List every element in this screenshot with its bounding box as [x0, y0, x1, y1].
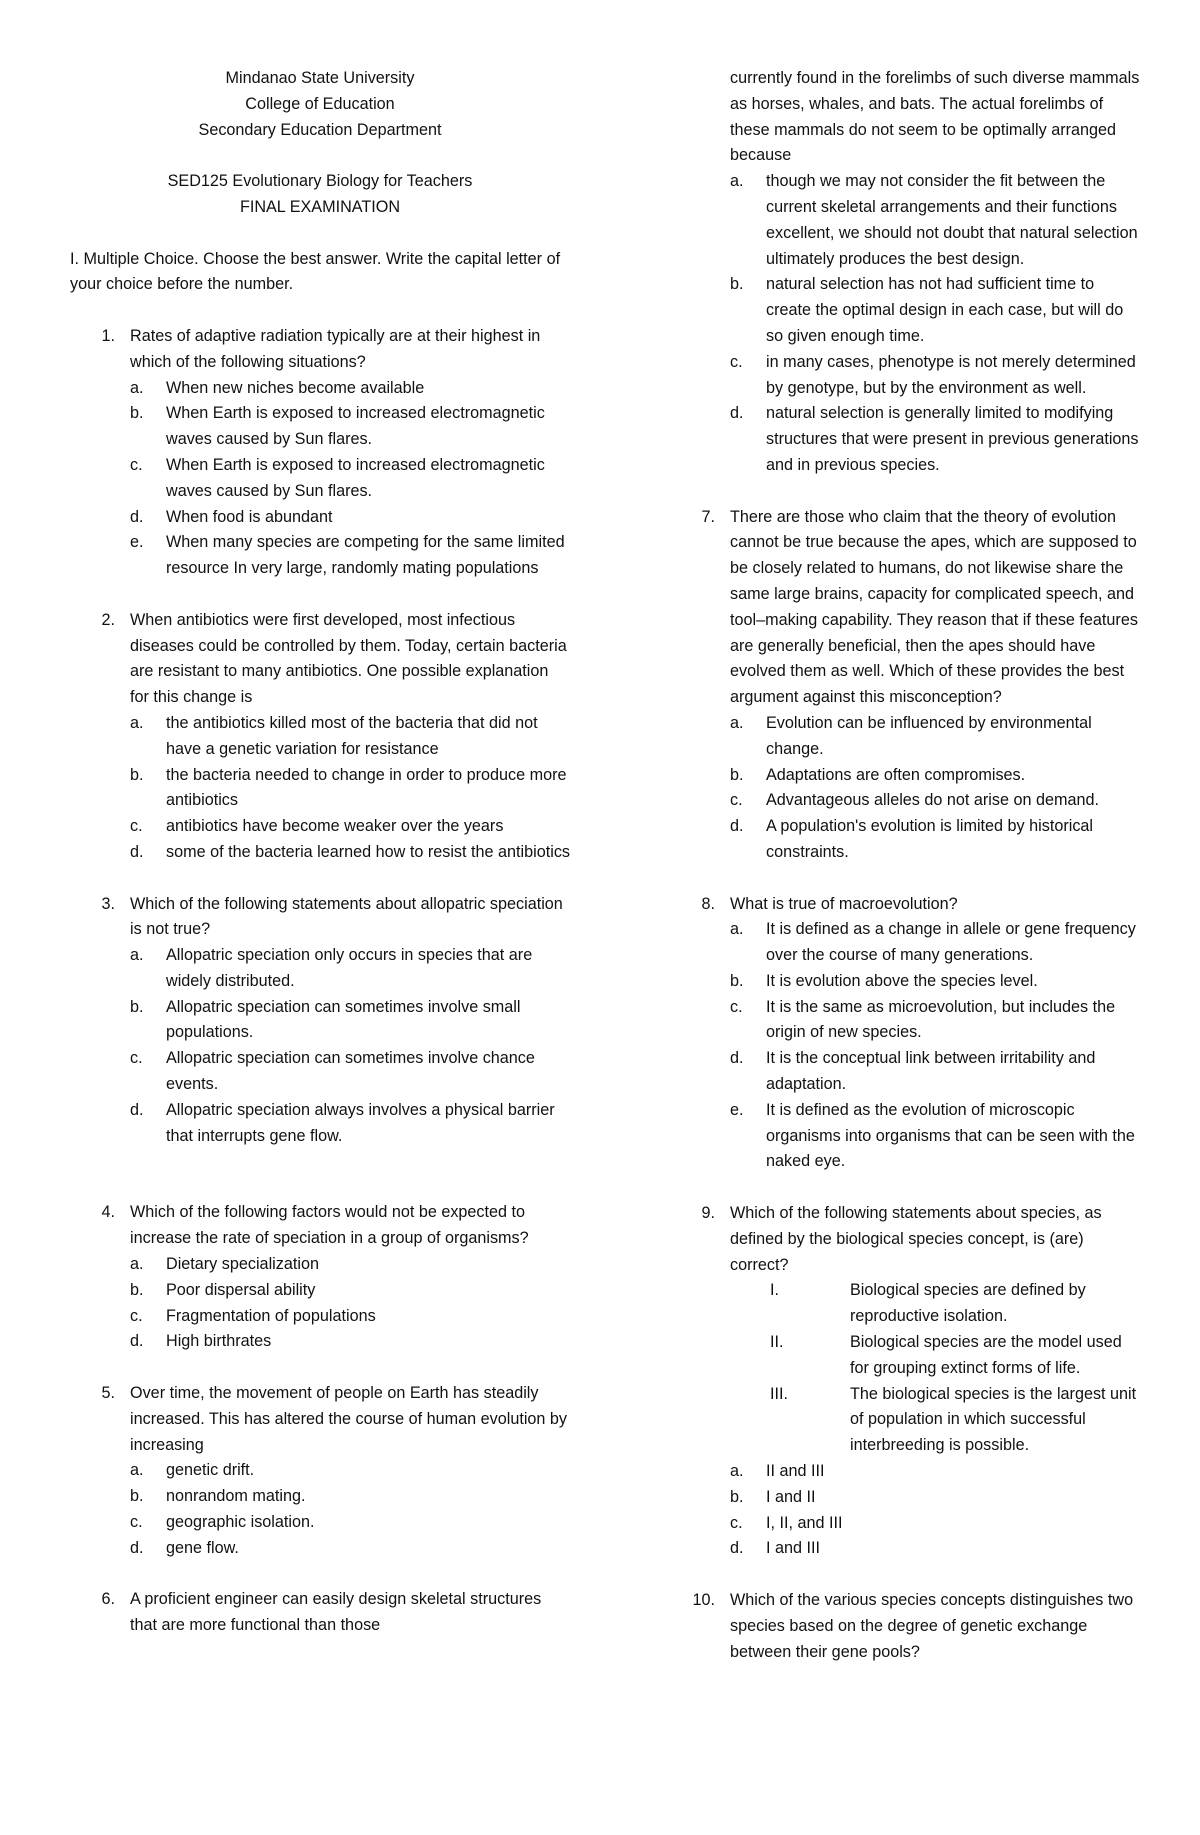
option [730, 1511, 1140, 1537]
option-text: When many species are competing for the same limited resource In very large, randomly mating populations [166, 533, 565, 578]
option [730, 1098, 1140, 1175]
option [730, 1459, 1140, 1485]
statement-number: III. [770, 1384, 788, 1403]
option-text: geographic isolation. [166, 1513, 315, 1532]
question-text: Which of the following statements about species, as defined by the biological species concept, is (are) correct? [730, 1204, 1102, 1274]
option [130, 1536, 570, 1562]
option [730, 788, 1140, 814]
option-letter: c. [730, 1513, 743, 1532]
statement [730, 1382, 1140, 1459]
option [130, 453, 570, 505]
question-text: What is true of macroevolution? [730, 894, 958, 913]
option-text: Allopatric speciation only occurs in species that are widely distributed. [166, 946, 533, 990]
question-text: A proficient engineer can easily design skeletal structures that are more functional than those [130, 1590, 542, 1635]
option-text: I and II [766, 1487, 816, 1506]
statement-number: I. [770, 1281, 779, 1300]
question-number: 3. [101, 894, 115, 913]
option [730, 763, 1140, 789]
option-letter: a. [130, 1461, 144, 1480]
exam-header [70, 66, 570, 221]
option [130, 376, 570, 402]
option-text: II and III [766, 1462, 825, 1481]
option-text: Allopatric speciation can sometimes involve small populations. [166, 997, 521, 1042]
option [130, 1098, 570, 1150]
option-text: the bacteria needed to change in order to produce more antibiotics [166, 765, 567, 810]
option-text: High birthrates [166, 1332, 272, 1351]
option-text: natural selection is generally limited to modifying structures that were present in previous generations and in previous species. [766, 404, 1139, 474]
option-letter: a. [130, 713, 144, 732]
question-number: 4. [101, 1203, 115, 1222]
option-text: It is evolution above the species level. [766, 971, 1038, 990]
option-text: nonrandom mating. [166, 1487, 306, 1506]
option [130, 1304, 570, 1330]
option [130, 711, 570, 763]
question-number: 10. [692, 1591, 715, 1610]
option-letter: b. [730, 971, 744, 990]
option [130, 1510, 570, 1536]
option [130, 505, 570, 531]
option-letter: d. [730, 1539, 744, 1558]
option-text: It is the same as microevolution, but includes the origin of new species. [766, 997, 1116, 1042]
question-text: Which of the various species concepts distinguishes two species based on the degree of genetic exchange between their gene pools? [730, 1591, 1134, 1661]
option [730, 1536, 1140, 1562]
statement-text: The biological species is the largest unit of population in which successful interbreeding is possible. [850, 1384, 1137, 1455]
option-text: the antibiotics killed most of the bacteria that did not have a genetic variation for resistance [166, 713, 538, 758]
option [130, 995, 570, 1047]
question-text: Over time, the movement of people on Earth has steadily increased. This has altered the course of human evolution by increasing [130, 1384, 568, 1454]
option-text: When Earth is exposed to increased electromagnetic waves caused by Sun flares. [166, 404, 545, 449]
question-number: 9. [701, 1204, 715, 1223]
question-5 [70, 1381, 570, 1562]
option [730, 272, 1140, 349]
option-letter: d. [130, 507, 144, 526]
question-6-continuation [670, 66, 1140, 479]
option-text: Fragmentation of populations [166, 1306, 376, 1325]
option-text: A population's evolution is limited by historical constraints. [766, 817, 1094, 861]
option-letter: d. [130, 842, 144, 861]
instructions: I. Multiple Choice. Choose the best answer. Write the capital letter of your choice before the number. [70, 249, 561, 294]
option-letter: c. [730, 352, 743, 371]
option [730, 401, 1140, 478]
statement-text: Biological species are defined by reproductive isolation. [850, 1281, 1086, 1326]
option-text: though we may not consider the fit between the current skeletal arrangements and their functions excellent, we should not doubt that natural selection ultimately produces the best design. [766, 172, 1138, 268]
option [130, 1484, 570, 1510]
option-text: I, II, and III [766, 1513, 843, 1532]
question-6 [70, 1587, 570, 1639]
question-1 [70, 324, 570, 582]
option-letter: b. [730, 1487, 744, 1506]
option-letter: b. [130, 404, 144, 423]
exam-title: FINAL EXAMINATION [239, 197, 401, 216]
option-letter: a. [130, 946, 144, 965]
option-text: natural selection has not had sufficient time to create the optimal design in each case, but will do so given enough time. [766, 275, 1124, 345]
option-letter: b. [130, 1487, 144, 1506]
option [730, 969, 1140, 995]
option [130, 530, 570, 582]
question-number: 1. [101, 326, 115, 345]
question-2 [70, 608, 570, 866]
option-letter: b. [730, 275, 744, 294]
option [130, 840, 570, 866]
option-text: antibiotics have become weaker over the years [166, 817, 504, 836]
option-text: Adaptations are often compromises. [766, 765, 1026, 784]
statement [730, 1278, 1140, 1330]
statement [730, 1330, 1140, 1382]
question-text: Which of the following statements about allopatric speciation is not true? [130, 894, 563, 939]
college-name: College of Education [245, 94, 395, 113]
question-10 [670, 1588, 1140, 1665]
option [130, 1046, 570, 1098]
question-text-continued: currently found in the forelimbs of such diverse mammals as horses, whales, and bats. The actual forelimbs of these mammals do not seem to be optimally arranged because [730, 69, 1140, 165]
university-name: Mindanao State University [225, 69, 415, 87]
option-text: Dietary specialization [166, 1255, 319, 1274]
question-text: Which of the following factors would not be expected to increase the rate of speciation in a group of organisms? [130, 1203, 529, 1248]
option-letter: a. [730, 172, 744, 191]
option-text: When food is abundant [166, 507, 333, 526]
option [130, 401, 570, 453]
option-letter: a. [130, 378, 144, 397]
option-text: I and III [766, 1539, 820, 1558]
option-letter: e. [730, 1100, 744, 1119]
option-text: some of the bacteria learned how to resist the antibiotics [166, 842, 571, 861]
option [130, 943, 570, 995]
option-text: Allopatric speciation can sometimes involve chance events. [166, 1049, 535, 1094]
question-text: Rates of adaptive radiation typically are at their highest in which of the following situations? [130, 326, 541, 371]
option-letter: b. [130, 765, 144, 784]
option [130, 1458, 570, 1484]
option [730, 169, 1140, 272]
question-number: 2. [101, 610, 115, 629]
option-letter: c. [130, 1513, 143, 1532]
option-text: Allopatric speciation always involves a physical barrier that interrupts gene flow. [166, 1100, 555, 1145]
option-text: Poor dispersal ability [166, 1280, 316, 1299]
option-letter: b. [130, 997, 144, 1016]
left-column [70, 66, 570, 1639]
option-letter: c. [730, 791, 743, 810]
question-8 [670, 892, 1140, 1176]
option-letter: b. [130, 1280, 144, 1299]
option [730, 1485, 1140, 1511]
option-letter: c. [130, 817, 143, 836]
option-text: in many cases, phenotype is not merely determined by genotype, but by the environment as well. [766, 352, 1136, 397]
option [730, 711, 1140, 763]
option-text: When Earth is exposed to increased electromagnetic waves caused by Sun flares. [166, 455, 545, 500]
option-letter: d. [130, 1100, 144, 1119]
option-letter: e. [130, 533, 144, 552]
question-4 [70, 1200, 570, 1355]
option-text: Evolution can be influenced by environmental change. [766, 713, 1092, 758]
question-number: 8. [701, 894, 715, 913]
option [130, 1329, 570, 1355]
option-text: It is defined as a change in allele or gene frequency over the course of many generations. [766, 920, 1136, 965]
question-number: 7. [701, 507, 715, 526]
option-letter: c. [130, 1306, 143, 1325]
option [730, 350, 1140, 402]
question-9 [670, 1201, 1140, 1562]
course-title: SED125 Evolutionary Biology for Teachers [167, 172, 473, 191]
option [730, 917, 1140, 969]
option-letter: c. [130, 1049, 143, 1068]
option-letter: d. [730, 404, 744, 423]
statement-number: II. [770, 1333, 784, 1352]
question-number: 5. [101, 1384, 115, 1403]
option [130, 1278, 570, 1304]
option [130, 814, 570, 840]
option-text: gene flow. [166, 1538, 239, 1557]
option [730, 1046, 1140, 1098]
option-text: It is defined as the evolution of microscopic organisms into organisms that can be seen with the naked eye. [766, 1100, 1135, 1171]
option-letter: d. [130, 1538, 144, 1557]
right-column [670, 66, 1140, 1665]
option-letter: d. [730, 1049, 744, 1068]
option-letter: b. [730, 765, 744, 784]
option-text: When new niches become available [166, 378, 425, 397]
question-3 [70, 892, 570, 1150]
option-letter: a. [130, 1255, 144, 1274]
question-text: There are those who claim that the theory of evolution cannot be true because the apes, which are supposed to be closely related to humans, do not likewise share the same large brains, capacity for complicated speech, and tool–making capability. They reason that if these features are generally beneficial, then the apes should have evolved them as well. Which of these provides the best argument against this misconception? [730, 507, 1138, 707]
option-text: It is the conceptual link between irritability and adaptation. [766, 1049, 1096, 1094]
statement-text: Biological species are the model used for grouping extinct forms of life. [850, 1333, 1122, 1377]
option [130, 1252, 570, 1278]
question-text: When antibiotics were first developed, most infectious diseases could be controlled by them. Today, certain bacteria are resistant to many antibiotics. One possible explanation for this change is [130, 610, 567, 707]
option-letter: d. [130, 1332, 144, 1351]
option [730, 995, 1140, 1047]
option [130, 763, 570, 815]
department-name: Secondary Education Department [198, 120, 442, 139]
question-number: 6. [101, 1590, 115, 1609]
option [730, 814, 1140, 866]
option-letter: a. [730, 920, 744, 939]
option-letter: c. [730, 997, 743, 1016]
option-text: Advantageous alleles do not arise on demand. [766, 791, 1099, 810]
question-7 [670, 505, 1140, 866]
option-letter: a. [730, 713, 744, 732]
option-letter: c. [130, 455, 143, 474]
option-letter: a. [730, 1462, 744, 1481]
option-letter: d. [730, 817, 744, 836]
option-text: genetic drift. [166, 1461, 255, 1480]
